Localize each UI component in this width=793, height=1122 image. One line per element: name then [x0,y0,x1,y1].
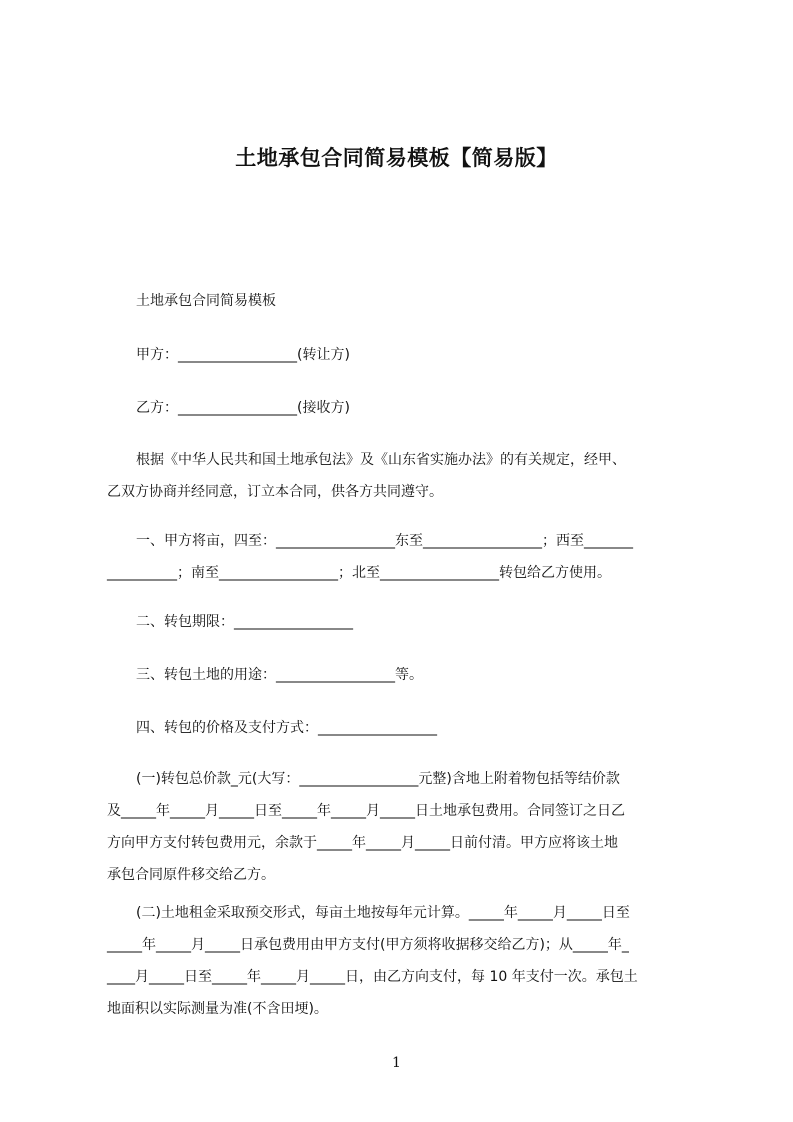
paragraph-heading [107,285,732,317]
text-line: (一)转包总价款_元(大写：_________________元整)含地上附着物包括等结价款 [136,771,620,787]
text-line: ____月_____日至_____年_____月_____日，由乙方向支付，每 10 年支付一次。承包土 [107,969,638,985]
paragraph-clause-3 [107,659,732,691]
text-line: 方向甲方支付转包费用元，余款于_____年_____月_____日前付清。甲方应将该土地 [107,835,618,851]
text-line: 乙方：_________________(接收方) [136,400,350,416]
text-line: 承包合同原件移交给乙方。 [107,867,275,883]
text-line: 地面积以实际测量为准(不含田埂)。 [107,1001,328,1017]
text-line: 三、转包土地的用途：_________________等。 [136,667,423,683]
text-line: 二、转包期限：_________________ [136,614,353,630]
text-line: 一、甲方将亩，四至：_________________东至_________________；西至_______ [136,533,633,549]
text-line: __________；南至_________________；北至_________________转包给乙方使用。 [107,565,611,581]
text-line: 土地承包合同简易模板 [136,293,276,309]
page-title: 土地承包合同简易模板【简易版】 [235,146,558,170]
paragraph-clause-4-1 [107,763,703,891]
paragraph-clause-2 [107,606,732,638]
text-line: 根据《中华人民共和国土地承包法》及《山东省实施办法》的有关规定，经甲、 [136,452,626,468]
text-line: _____年_____月_____日承包费用由甲方支付(甲方须将收据移交给乙方)；从_____年_ [107,937,629,953]
paragraph-party-a [107,339,732,371]
page-number: 1 [392,1055,401,1071]
text-line: 甲方：_________________(转让方) [136,347,350,363]
paragraph-party-b [107,392,732,424]
text-line: 及_____年_____月_____日至_____年_____月_____日土地承包费用。合同签订之日乙 [107,803,625,819]
text-line: 乙双方协商并经同意，订立本合同，供各方共同遵守。 [107,484,443,500]
paragraph-legal-basis [107,444,703,508]
paragraph-clause-1 [107,525,703,589]
text-line: (二)土地租金采取预交形式，每亩土地按每年元计算。_____年_____月_____日至 [136,905,630,921]
text-line: 四、转包的价格及支付方式：_________________ [136,720,437,736]
paragraph-clause-4-2 [107,897,703,1025]
paragraph-clause-4 [107,712,732,744]
